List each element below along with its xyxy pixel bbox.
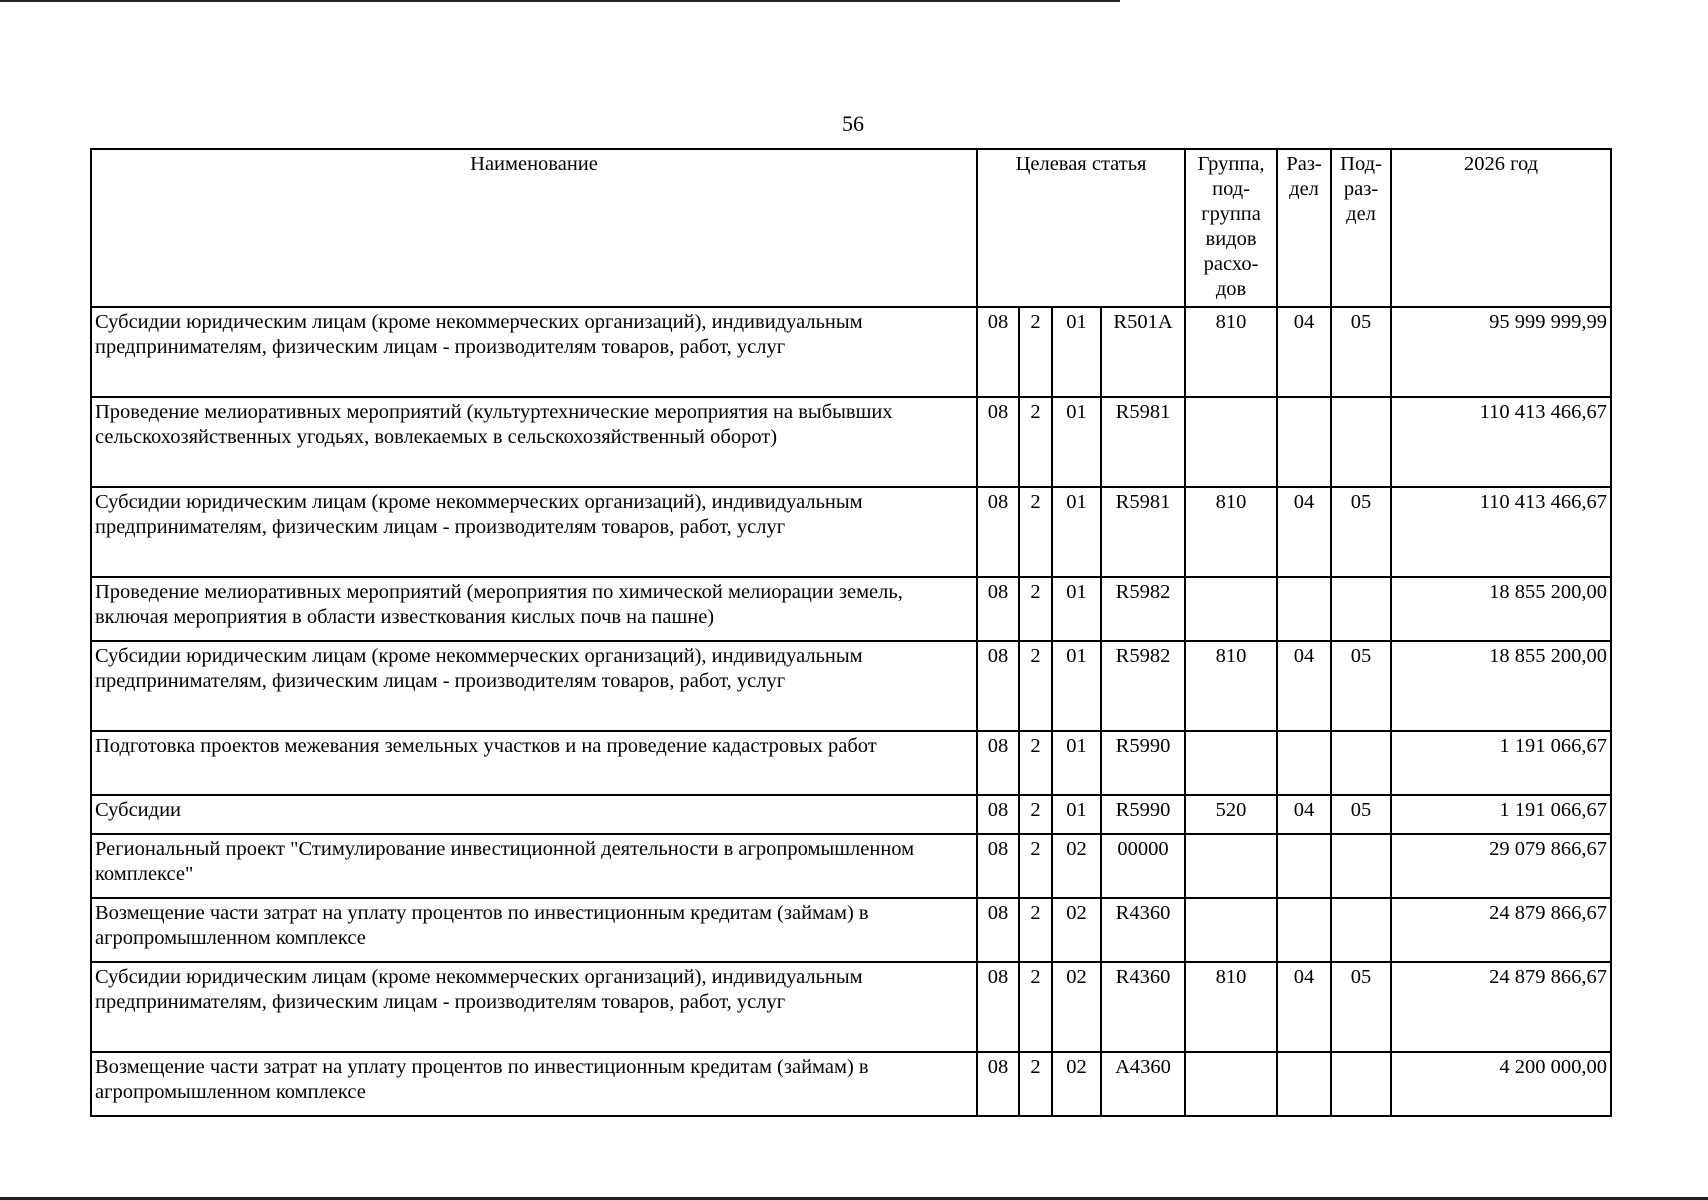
table-row — [91, 731, 1611, 795]
cell-section: 04 — [1277, 795, 1331, 834]
cell-program: 08 — [977, 898, 1019, 962]
cell-subprogram: 2 — [1019, 397, 1052, 487]
cell-name: Субсидии — [91, 795, 977, 834]
cell-expense-group: 810 — [1185, 641, 1277, 731]
table-row — [91, 834, 1611, 898]
cell-section: 04 — [1277, 487, 1331, 577]
page-number: 56 — [842, 111, 864, 136]
table-row — [91, 795, 1611, 834]
cell-subsection: 05 — [1331, 795, 1391, 834]
cell-section — [1277, 898, 1331, 962]
table-row — [91, 641, 1611, 731]
cell-program: 08 — [977, 795, 1019, 834]
cell-main-event: 01 — [1052, 577, 1101, 641]
cell-direction: A4360 — [1101, 1052, 1185, 1116]
table-header-row — [91, 149, 1611, 307]
table-row — [91, 397, 1611, 487]
cell-main-event: 01 — [1052, 487, 1101, 577]
table-row — [91, 898, 1611, 962]
table-row — [91, 487, 1611, 577]
cell-amount: 29 079 866,67 — [1391, 834, 1611, 898]
header-target-article: Целевая статья — [977, 149, 1185, 307]
cell-amount: 18 855 200,00 — [1391, 577, 1611, 641]
cell-amount: 110 413 466,67 — [1391, 397, 1611, 487]
cell-direction: R4360 — [1101, 898, 1185, 962]
cell-expense-group: 520 — [1185, 795, 1277, 834]
cell-subsection — [1331, 731, 1391, 795]
header-year: 2026 год — [1391, 149, 1611, 307]
cell-direction: R501A — [1101, 307, 1185, 397]
cell-name: Региональный проект "Стимулирование инвестиционной деятельности в агропромышленном комплексе" — [91, 834, 977, 898]
table-row — [91, 307, 1611, 397]
cell-program: 08 — [977, 1052, 1019, 1116]
cell-direction: R4360 — [1101, 962, 1185, 1052]
table-row — [91, 1052, 1611, 1116]
cell-expense-group: 810 — [1185, 307, 1277, 397]
table-row — [91, 962, 1611, 1052]
cell-name: Возмещение части затрат на уплату процентов по инвестиционным кредитам (займам) в агропромышленном комплексе — [91, 898, 977, 962]
cell-main-event: 01 — [1052, 307, 1101, 397]
cell-subsection — [1331, 577, 1391, 641]
cell-subprogram: 2 — [1019, 577, 1052, 641]
cell-subprogram: 2 — [1019, 641, 1052, 731]
cell-main-event: 02 — [1052, 962, 1101, 1052]
cell-section — [1277, 834, 1331, 898]
cell-name: Субсидии юридическим лицам (кроме некоммерческих организаций), индивидуальным предпринимателям, физическим лицам - производителям товаров, работ, услуг — [91, 962, 977, 1052]
cell-amount: 110 413 466,67 — [1391, 487, 1611, 577]
cell-expense-group — [1185, 898, 1277, 962]
cell-amount: 1 191 066,67 — [1391, 731, 1611, 795]
table-row — [91, 577, 1611, 641]
header-subsection: Под-раз-дел — [1331, 149, 1391, 307]
cell-subsection — [1331, 1052, 1391, 1116]
cell-name: Субсидии юридическим лицам (кроме некоммерческих организаций), индивидуальным предпринимателям, физическим лицам - производителям товаров, работ, услуг — [91, 487, 977, 577]
cell-subprogram: 2 — [1019, 731, 1052, 795]
cell-direction: R5990 — [1101, 731, 1185, 795]
cell-program: 08 — [977, 397, 1019, 487]
cell-subprogram: 2 — [1019, 795, 1052, 834]
cell-amount: 95 999 999,99 — [1391, 307, 1611, 397]
cell-subsection: 05 — [1331, 487, 1391, 577]
cell-direction: R5981 — [1101, 487, 1185, 577]
cell-section: 04 — [1277, 307, 1331, 397]
cell-subsection — [1331, 834, 1391, 898]
cell-subsection: 05 — [1331, 962, 1391, 1052]
header-section: Раз-дел — [1277, 149, 1331, 307]
cell-expense-group — [1185, 731, 1277, 795]
cell-subprogram: 2 — [1019, 307, 1052, 397]
scan-edge-top — [0, 0, 1120, 2]
cell-main-event: 01 — [1052, 641, 1101, 731]
cell-section — [1277, 1052, 1331, 1116]
cell-main-event: 02 — [1052, 1052, 1101, 1116]
cell-section: 04 — [1277, 962, 1331, 1052]
cell-amount: 18 855 200,00 — [1391, 641, 1611, 731]
table-body — [91, 307, 1611, 1116]
cell-subsection — [1331, 397, 1391, 487]
cell-name: Подготовка проектов межевания земельных участков и на проведение кадастровых работ — [91, 731, 977, 795]
cell-subprogram: 2 — [1019, 1052, 1052, 1116]
cell-direction: 00000 — [1101, 834, 1185, 898]
cell-subsection — [1331, 898, 1391, 962]
cell-amount: 4 200 000,00 — [1391, 1052, 1611, 1116]
cell-name: Субсидии юридическим лицам (кроме некоммерческих организаций), индивидуальным предпринимателям, физическим лицам - производителям товаров, работ, услуг — [91, 307, 977, 397]
cell-expense-group — [1185, 397, 1277, 487]
cell-name: Проведение мелиоративных мероприятий (мероприятия по химической мелиорации земель, включая мероприятия в области известкования кислых почв на пашне) — [91, 577, 977, 641]
cell-amount: 24 879 866,67 — [1391, 898, 1611, 962]
cell-expense-group — [1185, 577, 1277, 641]
cell-program: 08 — [977, 962, 1019, 1052]
cell-section — [1277, 577, 1331, 641]
cell-direction: R5982 — [1101, 641, 1185, 731]
cell-program: 08 — [977, 731, 1019, 795]
cell-program: 08 — [977, 307, 1019, 397]
cell-subprogram: 2 — [1019, 487, 1052, 577]
cell-main-event: 01 — [1052, 731, 1101, 795]
header-name: Наименование — [91, 149, 977, 307]
header-expense-group: Группа, под-группа видов расхо-дов — [1185, 149, 1277, 307]
cell-amount: 24 879 866,67 — [1391, 962, 1611, 1052]
cell-program: 08 — [977, 577, 1019, 641]
cell-section — [1277, 397, 1331, 487]
cell-subprogram: 2 — [1019, 962, 1052, 1052]
cell-expense-group: 810 — [1185, 487, 1277, 577]
cell-direction: R5981 — [1101, 397, 1185, 487]
cell-name: Возмещение части затрат на уплату процентов по инвестиционным кредитам (займам) в агропромышленном комплексе — [91, 1052, 977, 1116]
cell-section: 04 — [1277, 641, 1331, 731]
cell-expense-group — [1185, 834, 1277, 898]
cell-subprogram: 2 — [1019, 898, 1052, 962]
cell-program: 08 — [977, 834, 1019, 898]
cell-subprogram: 2 — [1019, 834, 1052, 898]
cell-main-event: 02 — [1052, 898, 1101, 962]
cell-expense-group: 810 — [1185, 962, 1277, 1052]
cell-main-event: 01 — [1052, 397, 1101, 487]
cell-main-event: 02 — [1052, 834, 1101, 898]
cell-program: 08 — [977, 641, 1019, 731]
cell-direction: R5982 — [1101, 577, 1185, 641]
cell-name: Проведение мелиоративных мероприятий (культуртехнические мероприятия на выбывших сельскохозяйственных угодьях, вовлекаемых в сельскохозяйственный оборот) — [91, 397, 977, 487]
budget-table — [90, 148, 1612, 1117]
cell-program: 08 — [977, 487, 1019, 577]
cell-name: Субсидии юридическим лицам (кроме некоммерческих организаций), индивидуальным предпринимателям, физическим лицам - производителям товаров, работ, услуг — [91, 641, 977, 731]
cell-subsection: 05 — [1331, 641, 1391, 731]
cell-expense-group — [1185, 1052, 1277, 1116]
cell-subsection: 05 — [1331, 307, 1391, 397]
cell-direction: R5990 — [1101, 795, 1185, 834]
cell-amount: 1 191 066,67 — [1391, 795, 1611, 834]
cell-section — [1277, 731, 1331, 795]
cell-main-event: 01 — [1052, 795, 1101, 834]
